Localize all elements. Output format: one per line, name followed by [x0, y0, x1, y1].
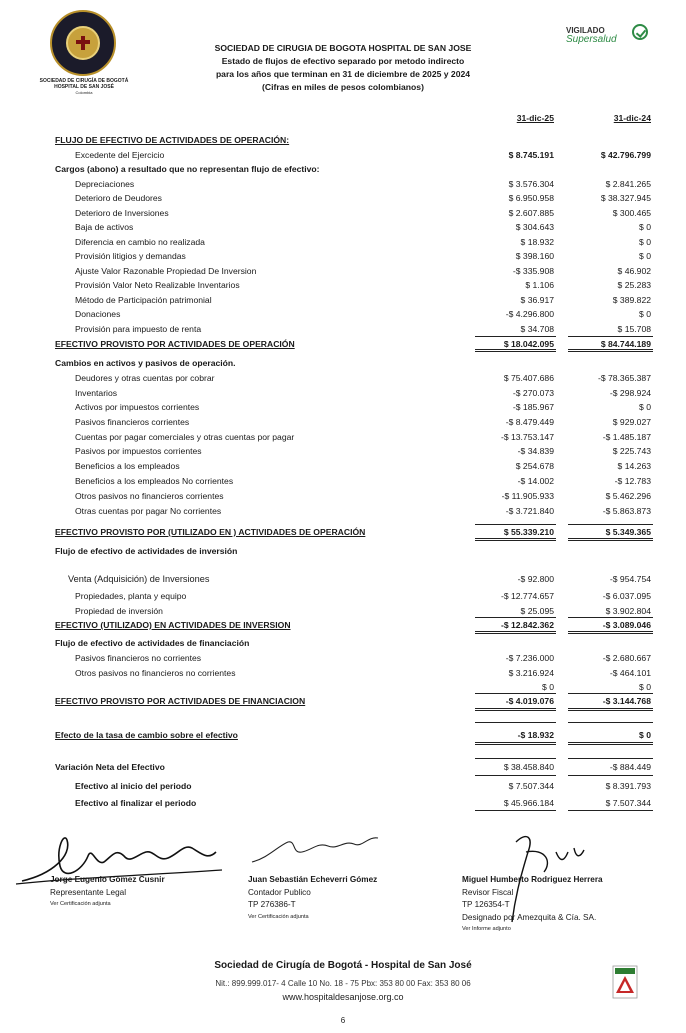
value-2025: -$ 4.019.076 — [505, 696, 554, 706]
supersalud-badge: VIGILADO Supersalud — [566, 26, 617, 45]
check-icon — [632, 24, 648, 40]
row-label: Provisión litigios y demandas — [75, 251, 186, 261]
row-label: EFECTIVO PROVISTO POR (UTILIZADO EN ) ACTIVIDADES DE OPERACIÓN — [55, 527, 366, 537]
row-label: Pasivos financieros corrientes — [75, 417, 190, 427]
value-2024: $ 5.462.296 — [605, 491, 651, 501]
value-2025: $ 254.678 — [515, 461, 554, 471]
table-row — [0, 400, 686, 414]
rule-line — [568, 633, 653, 634]
total-financing — [0, 694, 686, 708]
value-2025: $ 7.507.344 — [508, 781, 554, 791]
hospital-logo — [50, 10, 116, 76]
signature-accountant: Juan Sebastián Echeverri Gómez Contador Publico TP 276386-T Ver Certificación adjunta — [248, 875, 378, 920]
value-2024: $ 0 — [639, 251, 651, 261]
row-label: Efecto de la tasa de cambio sobre el efectivo — [55, 730, 238, 740]
rule-line — [568, 722, 653, 723]
value-2025: $ 75.407.686 — [503, 373, 554, 383]
row-label: Flujo de efectivo de actividades de inversión — [55, 546, 238, 556]
row-label: Cargos (abono) a resultado que no representan flujo de efectivo: — [55, 164, 320, 174]
table-row — [0, 430, 686, 444]
table-row — [0, 356, 686, 370]
rule-line — [568, 693, 653, 694]
row-label: FLUJO DE EFECTIVO DE ACTIVIDADES DE OPERACIÓN: — [55, 135, 290, 145]
value-2025: -$ 185.967 — [512, 402, 554, 412]
row-label: Provisión para impuesto de renta — [75, 324, 202, 334]
value-2025: $ 45.966.184 — [503, 798, 554, 808]
row-label: Efectivo al inicio del periodo — [75, 781, 192, 791]
table-row — [0, 293, 686, 307]
rule-line — [475, 693, 556, 694]
rule-line — [568, 710, 653, 711]
row-label: Venta (Adquisición) de Inversiones — [68, 574, 210, 584]
total-operating-net — [0, 525, 686, 539]
row-label: Cuentas por pagar comerciales y otras cuentas por pagar — [75, 432, 295, 442]
value-2025: $ 3.576.304 — [508, 179, 554, 189]
value-2025: $ 398.160 — [515, 251, 554, 261]
rule-line — [475, 540, 556, 541]
row-label: Provisión Valor Neto Realizable Inventarios — [75, 280, 240, 290]
rule-line — [568, 538, 653, 539]
value-2025: $ 8.745.191 — [508, 150, 554, 160]
row-label: Pasivos financieros no corrientes — [75, 653, 202, 663]
value-2024: -$ 2.680.667 — [602, 653, 651, 663]
report-units: (Cifras en miles de pesos colombianos) — [262, 82, 424, 92]
rule-line — [568, 349, 653, 350]
value-2024: $ 3.902.804 — [605, 606, 651, 616]
rule-line — [568, 810, 653, 811]
table-row — [0, 206, 686, 220]
value-2025: -$ 270.073 — [512, 388, 554, 398]
value-2024: $ 42.796.799 — [600, 150, 651, 160]
value-2024: -$ 78.365.387 — [597, 373, 651, 383]
page-number: 6 — [340, 1016, 346, 1025]
value-2025: -$ 14.002 — [517, 476, 554, 486]
row-label: EFECTIVO (UTILIZADO) EN ACTIVIDADES DE INVERSION — [55, 620, 291, 630]
table-row — [0, 177, 686, 191]
value-2024: -$ 298.924 — [609, 388, 651, 398]
table-row — [0, 504, 686, 518]
value-2025: -$ 18.932 — [517, 730, 554, 740]
row-label: Depreciaciones — [75, 179, 135, 189]
section-investing — [0, 544, 686, 558]
value-2025: $ 38.458.840 — [503, 762, 554, 772]
value-2024: -$ 5.863.873 — [602, 506, 651, 516]
cash-beginning — [0, 779, 686, 793]
row-label: Activos por impuestos corrientes — [75, 402, 200, 412]
value-2025: -$ 12.842.362 — [500, 620, 554, 630]
table-row — [0, 307, 686, 321]
value-2024: $ 38.327.945 — [600, 193, 651, 203]
value-2025: $ 25.095 — [520, 606, 554, 616]
value-2024: $ 0 — [639, 402, 651, 412]
rule-line — [475, 538, 556, 539]
section-operating-activities — [0, 133, 686, 147]
value-2024: $ 0 — [639, 222, 651, 232]
rule-line — [475, 349, 556, 350]
report-period: para los años que terminan en 31 de diciembre de 2025 y 2024 — [215, 69, 471, 79]
value-2024: -$ 884.449 — [609, 762, 651, 772]
value-2024: $ 15.708 — [617, 324, 651, 334]
value-2024: $ 929.027 — [612, 417, 651, 427]
value-2024: -$ 6.037.095 — [602, 591, 651, 601]
value-2025: $ 36.917 — [520, 295, 554, 305]
signature-graphic-accountant — [248, 832, 388, 868]
rule-line — [475, 524, 556, 525]
value-2024: -$ 954.754 — [609, 574, 651, 584]
report-title: SOCIEDAD DE CIRUGIA DE BOGOTA HOSPITAL DE SAN JOSE — [214, 43, 472, 53]
value-2025: -$ 11.905.933 — [501, 491, 554, 501]
value-2024: $ 225.743 — [612, 446, 651, 456]
value-2024: $ 389.822 — [612, 295, 651, 305]
table-row — [0, 148, 686, 162]
value-2025: $ 3.216.924 — [508, 668, 554, 678]
table-row — [0, 386, 686, 400]
value-2024: -$ 12.783 — [614, 476, 651, 486]
value-2025: $ 34.708 — [520, 324, 554, 334]
footer-org: Sociedad de Cirugía de Bogotá - Hospital de San José — [214, 960, 472, 971]
rule-line — [475, 617, 556, 618]
row-label: Otras cuentas por pagar No corrientes — [75, 506, 222, 516]
cash-ending — [0, 796, 686, 810]
value-2025: -$ 12.774.657 — [500, 591, 554, 601]
row-label: Beneficios a los empleados — [75, 461, 180, 471]
value-2024: -$ 3.144.768 — [602, 696, 651, 706]
value-2024: $ 0 — [639, 309, 651, 319]
row-label: Inventarios — [75, 388, 118, 398]
table-row — [0, 572, 686, 586]
net-change-cash — [0, 760, 686, 774]
value-2025: -$ 13.753.147 — [500, 432, 554, 442]
rule-line — [568, 758, 653, 759]
rule-line — [475, 758, 556, 759]
table-row — [0, 220, 686, 234]
row-label: Ajuste Valor Razonable Propiedad De Inversion — [75, 266, 257, 276]
row-label: Deterioro de Inversiones — [75, 208, 169, 218]
total-investing — [0, 618, 686, 632]
rule-line — [568, 336, 653, 337]
rule-line — [475, 710, 556, 711]
value-2024: $ 0 — [639, 682, 651, 692]
rule-line — [475, 810, 556, 811]
rule-line — [568, 631, 653, 632]
value-2025: $ 304.643 — [515, 222, 554, 232]
exchange-rate-effect — [0, 728, 686, 742]
row-label: Propiedades, planta y equipo — [75, 591, 187, 601]
value-2024: -$ 3.089.046 — [602, 620, 651, 630]
value-2024: $ 2.841.265 — [605, 179, 651, 189]
row-label: Deterioro de Deudores — [75, 193, 162, 203]
table-row — [0, 589, 686, 603]
value-2025: -$ 335.908 — [512, 266, 554, 276]
table-row — [0, 666, 686, 680]
value-2024: $ 300.465 — [612, 208, 651, 218]
table-row — [0, 278, 686, 292]
value-2025: $ 6.950.958 — [508, 193, 554, 203]
value-2024: -$ 464.101 — [609, 668, 651, 678]
value-2025: $ 2.607.885 — [508, 208, 554, 218]
accreditation-icon — [612, 965, 638, 999]
table-row — [0, 249, 686, 263]
table-row — [0, 651, 686, 665]
table-row — [0, 264, 686, 278]
section-financing — [0, 636, 686, 650]
value-2024: $ 84.744.189 — [600, 339, 651, 349]
value-2024: $ 8.391.793 — [605, 781, 651, 791]
row-label: Otros pasivos no financieros corrientes — [75, 491, 224, 501]
rule-line — [568, 540, 653, 541]
rule-line — [475, 742, 556, 743]
value-2024: $ 0 — [639, 730, 651, 740]
table-row — [0, 604, 686, 618]
row-label: Efectivo al finalizar el periodo — [75, 798, 197, 808]
table-row — [0, 235, 686, 249]
value-2024: $ 14.263 — [617, 461, 651, 471]
table-row — [0, 162, 686, 176]
rule-line — [475, 744, 556, 745]
table-row — [0, 489, 686, 503]
value-2024: $ 0 — [639, 237, 651, 247]
row-label: Propiedad de inversión — [75, 606, 163, 616]
value-2024: $ 7.507.344 — [605, 798, 651, 808]
table-row — [0, 322, 686, 336]
table-row — [0, 444, 686, 458]
table-row — [0, 191, 686, 205]
rule-line — [568, 744, 653, 745]
signature-legal-representative: Jorge Eugenio Gómez Cusnir Representante Legal Ver Certificación adjunta — [50, 875, 165, 907]
rule-line — [568, 351, 653, 352]
rule-line — [475, 351, 556, 352]
value-2025: $ 0 — [542, 682, 554, 692]
table-row — [0, 680, 686, 694]
value-2025: -$ 7.236.000 — [505, 653, 554, 663]
value-2025: $ 55.339.210 — [503, 527, 554, 537]
value-2025: -$ 3.721.840 — [505, 506, 554, 516]
rule-line — [568, 708, 653, 709]
row-label: Cambios en activos y pasivos de operación. — [55, 358, 236, 368]
row-label: Beneficios a los empleados No corrientes — [75, 476, 234, 486]
signature-auditor: Miguel Humberto Rodriguez Herrera Revisor Fiscal TP 126354-T Designado por Amezquita & Cía. SA. Ver Informe adjunto — [462, 875, 603, 932]
rule-line — [475, 336, 556, 337]
row-label: Baja de activos — [75, 222, 134, 232]
row-label: Otros pasivos no financieros no corrientes — [75, 668, 236, 678]
value-2025: -$ 92.800 — [517, 574, 554, 584]
value-2024: -$ 1.485.187 — [602, 432, 651, 442]
value-2025: -$ 34.839 — [517, 446, 554, 456]
value-2025: -$ 8.479.449 — [505, 417, 554, 427]
logo-caption: SOCIEDAD DE CIRUGÍA DE BOGOTÁ HOSPITAL DE SAN JOSÉ Colombia — [39, 78, 129, 95]
table-row — [0, 459, 686, 473]
table-row — [0, 371, 686, 385]
table-row — [0, 415, 686, 429]
column-header-2024: 31-dic-24 — [613, 113, 651, 123]
row-label: Deudores y otras cuentas por cobrar — [75, 373, 215, 383]
row-label: Método de Participación patrimonial — [75, 295, 212, 305]
value-2025: $ 18.932 — [520, 237, 554, 247]
footer-contact: Nit.: 899.999.017- 4 Calle 10 No. 18 - 75 Pbx: 353 80 00 Fax: 353 80 06 — [215, 979, 471, 988]
value-2025: $ 1.106 — [525, 280, 554, 290]
value-2025: $ 18.042.095 — [503, 339, 554, 349]
row-label: Diferencia en cambio no realizada — [75, 237, 205, 247]
table-row — [0, 474, 686, 488]
row-label: Pasivos por impuestos corrientes — [75, 446, 202, 456]
rule-line — [475, 775, 556, 776]
rule-line — [568, 775, 653, 776]
row-label: Variación Neta del Efectivo — [55, 762, 165, 772]
value-2024: $ 5.349.365 — [605, 527, 651, 537]
footer-website[interactable]: www.hospitaldesanjose.org.co — [282, 992, 404, 1002]
row-label: EFECTIVO PROVISTO POR ACTIVIDADES DE FINANCIACION — [55, 696, 306, 706]
rule-line — [568, 742, 653, 743]
value-2024: $ 25.283 — [617, 280, 651, 290]
rule-line — [475, 722, 556, 723]
rule-line — [475, 631, 556, 632]
column-header-2025: 31-dic-25 — [516, 113, 554, 123]
row-label: EFECTIVO PROVISTO POR ACTIVIDADES DE OPERACIÓN — [55, 339, 295, 349]
row-label: Excedente del Ejercicio — [75, 150, 165, 160]
rule-line — [475, 708, 556, 709]
value-2024: $ 46.902 — [617, 266, 651, 276]
rule-line — [568, 617, 653, 618]
value-2025: -$ 4.296.800 — [505, 309, 554, 319]
row-label: Flujo de efectivo de actividades de financiación — [55, 638, 250, 648]
rule-line — [475, 633, 556, 634]
row-label: Donaciones — [75, 309, 121, 319]
rule-line — [568, 524, 653, 525]
report-subtitle: Estado de flujos de efectivo separado por metodo indirecto — [221, 56, 465, 66]
